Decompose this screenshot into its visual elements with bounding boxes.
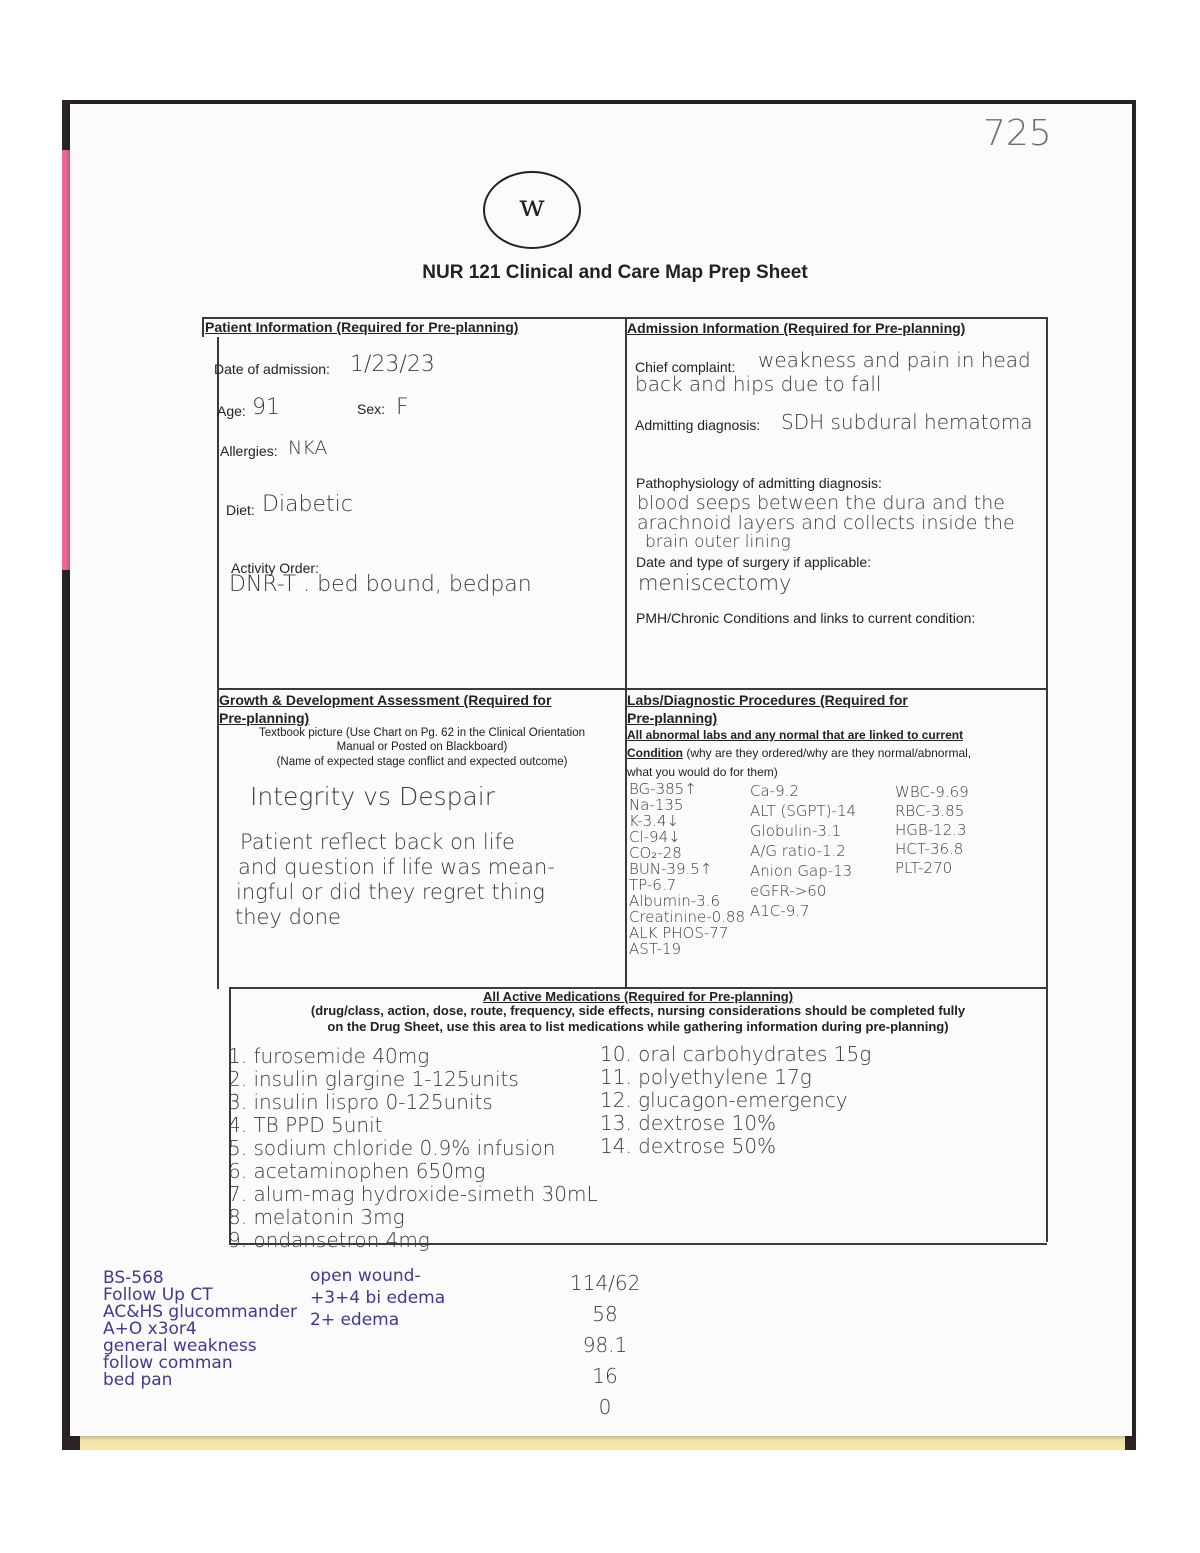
bottom-notes-left [103, 1270, 297, 1389]
patient-info-heading: Patient Information (Required for Pre-planning) [205, 319, 519, 335]
medication-item: 14. dextrose 50% [600, 1134, 777, 1158]
medication-item: 3. insulin lispro 0-125units [228, 1090, 493, 1114]
grid-left [217, 337, 219, 989]
labs-column-1 [629, 781, 745, 957]
medications-list-right [600, 1043, 871, 1158]
admitting-diagnosis-value: SDH subdural hematoma [781, 410, 1033, 434]
lab-result: BUN-39.5↑ [629, 860, 713, 878]
lab-result: HGB-12.3 [895, 821, 967, 839]
lab-result: Ca-9.2 [750, 782, 799, 800]
grid-middle [625, 317, 627, 989]
medication-item: 9. ondansetron 4mg [228, 1228, 430, 1252]
note-line: 2+ edema [310, 1310, 400, 1330]
vital-value: 0 [598, 1395, 612, 1419]
note-line: follow comman [103, 1353, 233, 1373]
note-line: open wound- [310, 1266, 421, 1286]
vital-value: 16 [592, 1364, 618, 1388]
chief-complaint-line1: weakness and pain in head [758, 348, 1031, 372]
grid-row-divider [217, 688, 1047, 690]
lab-result: A/G ratio-1.2 [750, 842, 846, 860]
diet-value: Diabetic [262, 492, 353, 517]
page-title: NUR 121 Clinical and Care Map Prep Sheet [422, 262, 808, 283]
note-line: AC&HS glucommander [103, 1302, 298, 1322]
sex-label: Sex: [357, 401, 386, 417]
page-number: 725 [983, 113, 1052, 154]
surgery-value: meniscectomy [638, 571, 792, 595]
stamp-initial: w [519, 189, 545, 224]
grid-left-stub [202, 317, 204, 337]
growth-dev-instruction-line3: (Name of expected stage conflict and expected outcome) [276, 756, 568, 768]
lab-result: WBC-9.69 [895, 783, 969, 801]
medication-item: 13. dextrose 10% [600, 1111, 777, 1135]
activity-order-label: Activity Order: [231, 560, 319, 576]
admission-info-heading: Admission Information (Required for Pre-planning) [627, 320, 966, 336]
age-label: Age: [217, 403, 246, 419]
note-line: A+O x3or4 [103, 1319, 197, 1339]
lab-result: ALK PHOS-77 [629, 924, 729, 942]
vital-signs [570, 1268, 640, 1423]
labs-instruction-rest: (why are they ordered/why are they normal/abnormal, [686, 746, 972, 760]
note-line: BS-568 [103, 1268, 164, 1288]
growth-dev-heading-line1: Growth & Development Assessment (Required for [219, 692, 552, 708]
lab-result: ALT (SGPT)-14 [750, 802, 857, 820]
initial-stamp [480, 168, 584, 252]
medication-item: 1. furosemide 40mg [228, 1044, 430, 1068]
medication-item: 5. sodium chloride 0.9% infusion [228, 1136, 556, 1160]
growth-dev-note-line4: they done [235, 905, 341, 929]
labs-column-3 [895, 783, 969, 878]
lab-result: Na-135 [629, 796, 684, 814]
sex-value: F [396, 395, 409, 420]
lab-result: RBC-3.85 [895, 802, 965, 820]
note-line: Follow Up CT [103, 1285, 213, 1305]
lab-result: K-3.4↓ [629, 812, 680, 830]
lab-result: CO₂-28 [629, 844, 682, 862]
growth-dev-heading-line2: Pre-planning) [219, 710, 310, 726]
medication-item: 8. melatonin 3mg [228, 1205, 405, 1229]
labs-heading-line2: Pre-planning) [627, 710, 718, 726]
grid-right [1046, 317, 1048, 1242]
lab-result: eGFR->60 [750, 882, 827, 900]
medication-item: 4. TB PPD 5unit [228, 1113, 383, 1137]
lab-result: Albumin-3.6 [629, 892, 721, 910]
growth-dev-note-line2: and question if life was mean- [238, 855, 555, 879]
chief-complaint-line2: back and hips due to fall [635, 372, 882, 396]
lab-result: PLT-270 [895, 859, 953, 877]
medication-item: 7. alum-mag hydroxide-simeth 30mL [228, 1182, 598, 1206]
vital-value: 58 [592, 1302, 618, 1326]
medications-instruction-line1: (drug/class, action, dose, route, frequency, side effects, nursing considerations should be completed fully [310, 1003, 966, 1018]
lab-result: TP-6.7 [629, 876, 677, 894]
surgery-label: Date and type of surgery if applicable: [636, 554, 872, 570]
growth-dev-instruction-line2: Manual or Posted on Blackboard) [336, 741, 508, 753]
growth-dev-stage: Integrity vs Despair [250, 782, 496, 811]
note-line: bed pan [103, 1370, 173, 1390]
medications-list-left [228, 1045, 598, 1252]
growth-dev-instruction-line1: Textbook picture (Use Chart on Pg. 62 in the Clinical Orientation [259, 727, 585, 739]
medication-item: 6. acetaminophen 650mg [228, 1159, 486, 1183]
lab-result: Creatinine-0.88 [629, 908, 746, 926]
labs-heading-line1: Labs/Diagnostic Procedures (Required for [627, 692, 908, 708]
medication-item: 2. insulin glargine 1-125units [228, 1067, 519, 1091]
vital-value: 98.1 [582, 1333, 628, 1357]
chief-complaint-label: Chief complaint: [635, 359, 736, 375]
age-value: 91 [252, 395, 280, 420]
medication-item: 11. polyethylene 17g [600, 1065, 812, 1089]
medications-instruction-line2: on the Drug Sheet, use this area to list medications while gathering information during pre-planning) [327, 1019, 949, 1034]
lab-result: A1C-9.7 [750, 902, 810, 920]
lab-result: HCT-36.8 [895, 840, 964, 858]
activity-order-value: DNR-T . bed bound, bedpan [229, 572, 532, 597]
labs-column-2 [750, 781, 856, 921]
medications-heading: All Active Medications (Required for Pre-planning) [482, 989, 794, 1004]
date-of-admission-label: Date of admission: [214, 361, 330, 377]
growth-dev-note-line1: Patient reflect back on life [240, 830, 515, 854]
allergies-label: Allergies: [220, 443, 278, 459]
pathophysiology-line2: arachnoid layers and collects inside the [637, 512, 1015, 534]
lab-result: Anion Gap-13 [750, 862, 853, 880]
note-line: +3+4 bi edema [310, 1288, 446, 1308]
admitting-diagnosis-label: Admitting diagnosis: [635, 417, 761, 433]
note-line: general weakness [103, 1336, 257, 1356]
lab-result: Globulin-3.1 [750, 822, 842, 840]
lab-result: AST-19 [629, 940, 682, 958]
labs-instruction-condition: Condition [627, 746, 683, 760]
growth-dev-note-line3: ingful or did they regret thing [236, 880, 545, 904]
labs-instruction-line3: what you would do for them) [627, 765, 778, 779]
allergies-value: NKA [288, 437, 328, 459]
pathophysiology-line3: brain outer lining [645, 532, 791, 552]
medication-item: 12. glucagon-emergency [600, 1088, 848, 1112]
lab-result: BG-385↑ [629, 780, 697, 798]
diet-label: Diet: [226, 502, 255, 518]
pmh-label: PMH/Chronic Conditions and links to current condition: [636, 610, 976, 626]
bottom-notes-middle [310, 1265, 445, 1331]
lab-result: Cl-94↓ [629, 828, 681, 846]
vital-value: 114/62 [570, 1271, 641, 1295]
date-of-admission-value: 1/23/23 [350, 352, 435, 377]
pathophysiology-label: Pathophysiology of admitting diagnosis: [636, 475, 882, 491]
pathophysiology-line1: blood seeps between the dura and the [637, 492, 1005, 514]
labs-instruction-bold: All abnormal labs and any normal that are linked to current [627, 728, 964, 742]
medication-item: 10. oral carbohydrates 15g [600, 1042, 872, 1066]
